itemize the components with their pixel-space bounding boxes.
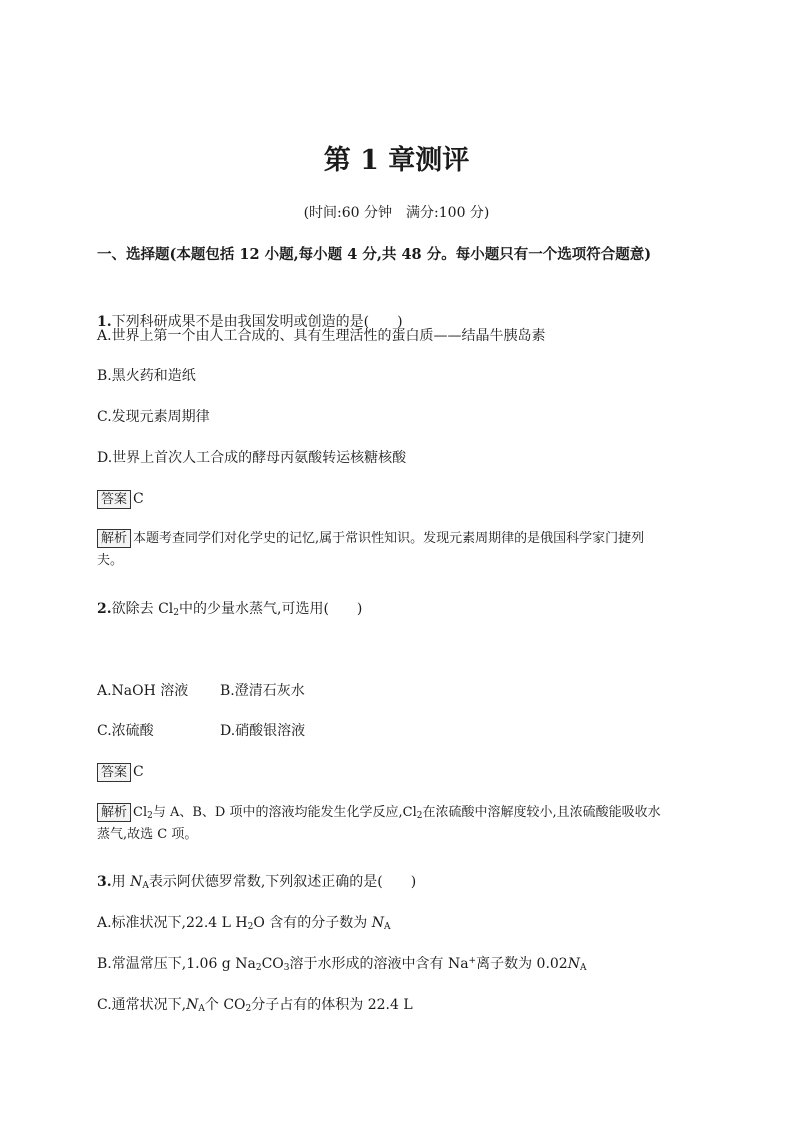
answer-tag: 答案 — [97, 763, 131, 782]
question-number: 3. — [97, 874, 112, 890]
option-text: A.标准状况下,22.4 L H — [97, 915, 248, 931]
options-row-2cd — [97, 721, 697, 741]
question-number: 2. — [97, 601, 112, 617]
subscript: A — [383, 922, 391, 932]
avogadro-symbol: N — [186, 997, 199, 1013]
analysis-text: 本题考查同学们对化学史的记忆,属于常识性知识。发现元素周期律的是俄国科学家门捷列 — [133, 531, 645, 546]
option-text: 离子数为 0.02 — [476, 956, 568, 972]
avogadro-symbol: N — [130, 874, 143, 890]
option-1d: D.世界上首次人工合成的酵母丙氨酸转运核糖核酸 — [97, 450, 407, 466]
option-2a: A.NaOH 溶液 — [97, 683, 189, 699]
answer-1 — [97, 489, 144, 509]
option-3b — [97, 954, 586, 974]
answer-value: C — [133, 764, 144, 780]
option-text: 分子占有的体积为 22.4 L — [251, 997, 413, 1013]
question-2-stem — [97, 599, 362, 619]
option-1c: C.发现元素周期律 — [97, 409, 210, 425]
subscript: 2 — [245, 1004, 252, 1014]
question-text: 下列科研成果不是由我国发明或创造的是( ) — [111, 314, 403, 330]
question-number: 1. — [97, 314, 112, 330]
answer-value: C — [133, 491, 144, 507]
question-text: 用 — [111, 874, 131, 890]
subscript: A — [579, 963, 587, 973]
answer-tag: 答案 — [97, 490, 131, 509]
superscript: + — [468, 956, 477, 966]
analysis-2 — [97, 802, 697, 846]
subscript: 2 — [173, 608, 179, 618]
option-text: C.通常状况下, — [97, 997, 187, 1013]
avogadro-symbol: N — [567, 956, 580, 972]
option-2c: C.浓硫酸 — [97, 723, 154, 739]
analysis-tag: 解析 — [97, 803, 131, 822]
analysis-text: Cl — [133, 805, 148, 820]
option-2b: B.澄清石灰水 — [220, 683, 305, 699]
subscript: 2 — [247, 922, 254, 932]
subscript: 2 — [416, 811, 423, 821]
question-text-cont: 表示阿伏德罗常数,下列叙述正确的是( ) — [148, 874, 417, 890]
page-title: 第 1 章测评 — [323, 145, 470, 176]
option-text: B.常温常压下,1.06 g Na — [97, 956, 256, 972]
option-2d: D.硝酸银溶液 — [220, 723, 306, 739]
subscript: A — [198, 1004, 205, 1014]
exam-meta: (时间:60 分钟 满分:100 分) — [303, 205, 490, 221]
option-text: CO — [261, 956, 284, 972]
analysis-text: 与 A、B、D 项中的溶液均能发生化学反应,Cl — [152, 805, 417, 820]
question-text: 欲除去 Cl — [111, 601, 174, 617]
options-row-2ab — [97, 681, 697, 701]
analysis-text-cont: 夫。 — [97, 553, 124, 568]
option-3c — [97, 995, 413, 1015]
answer-2 — [97, 762, 144, 782]
option-text: 溶于水形成的溶液中含有 Na — [289, 956, 469, 972]
option-1a: A.世界上第一个由人工合成的、具有生理活性的蛋白质——结晶牛胰岛素 — [97, 328, 546, 344]
section-heading: 一、选择题(本题包括 12 小题,每小题 4 分,共 48 分。每小题只有一个选项符合题意) — [97, 246, 652, 263]
analysis-1 — [97, 528, 697, 572]
option-1b: B.黑火药和造纸 — [97, 368, 196, 384]
subscript: 2 — [255, 963, 262, 973]
analysis-tag: 解析 — [97, 529, 131, 548]
analysis-text: 在浓硫酸中溶解度较小,且浓硫酸能吸收水 — [422, 805, 661, 820]
subscript: 2 — [147, 811, 153, 821]
question-text-cont: 中的少量水蒸气,可选用( ) — [179, 601, 363, 617]
option-text: 个 CO — [204, 997, 246, 1013]
option-3a — [97, 913, 390, 933]
avogadro-symbol: N — [371, 915, 384, 931]
question-3-stem — [97, 872, 416, 892]
option-text: O 含有的分子数为 — [253, 915, 372, 931]
subscript: A — [142, 881, 149, 891]
subscript: 3 — [283, 963, 290, 973]
analysis-text-cont: 蒸气,故选 C 项。 — [97, 827, 198, 842]
